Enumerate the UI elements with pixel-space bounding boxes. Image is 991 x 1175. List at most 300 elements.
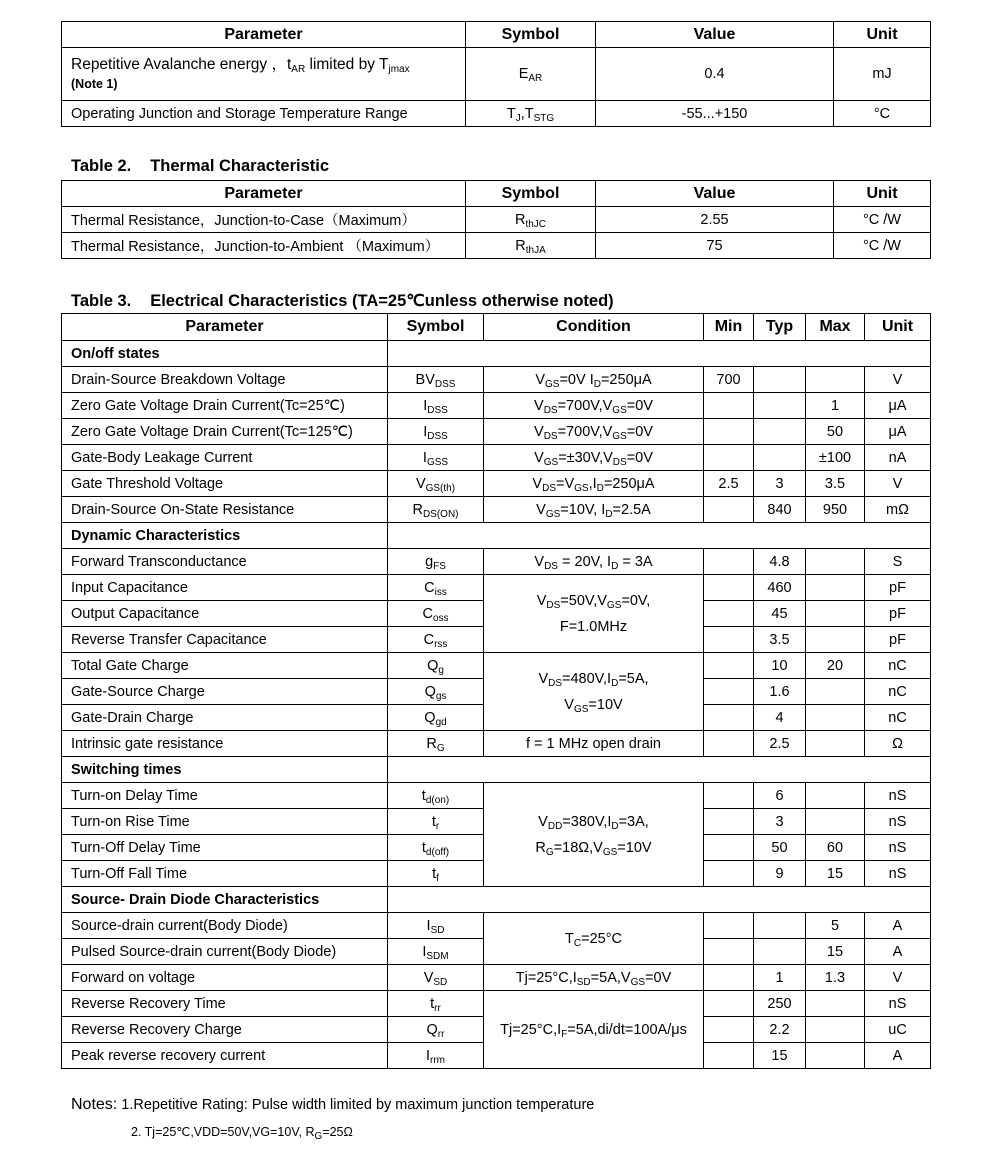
header-symbol: Symbol xyxy=(466,22,596,48)
condition-cell: $V_{GS}=0V$ $I_D=250\mu A$ xyxy=(484,367,704,393)
min-cell: 700 xyxy=(704,367,754,393)
param-cell: Reverse Recovery Time xyxy=(62,991,388,1017)
symbol-sub: r xyxy=(435,820,440,832)
max-cell xyxy=(806,783,865,809)
symbol-sub: DSS xyxy=(427,404,448,416)
max-cell: 950 xyxy=(806,497,865,523)
param-cell: Zero Gate Voltage Drain Current(Tc=125℃) xyxy=(62,419,388,445)
param-cell: Output Capacitance xyxy=(62,601,388,627)
param-cell: Reverse Recovery Charge xyxy=(62,1017,388,1043)
header-value: Value xyxy=(596,22,834,48)
unit-cell: mΩ xyxy=(865,497,931,523)
condition-cell: $V_{GS}=\pm 30V,V_{DS}=0V$ xyxy=(484,445,704,471)
symbol-text: t xyxy=(421,839,426,856)
condition-cell xyxy=(484,783,704,887)
electrical-table-body xyxy=(62,341,931,1069)
max-cell xyxy=(806,809,865,835)
condition-line: $V_{DS}=480V,I_D=5A$, xyxy=(538,670,649,689)
min-cell xyxy=(704,497,754,523)
symbol-sub: J xyxy=(515,112,521,124)
section-row xyxy=(62,341,931,367)
symbol-sub: thJA xyxy=(525,244,546,256)
symbol-cell xyxy=(388,835,484,861)
condition-line: $V_{GS}=10V$ xyxy=(564,696,623,715)
symbol-text: BV xyxy=(415,371,435,388)
param-sub: AR xyxy=(291,63,306,75)
symbol-cell xyxy=(466,233,596,259)
typ-cell: 6 xyxy=(754,783,806,809)
unit-cell: A xyxy=(865,939,931,965)
unit-cell: nA xyxy=(865,445,931,471)
min-cell: 2.5 xyxy=(704,471,754,497)
table-row xyxy=(62,101,931,127)
table-header-row xyxy=(62,22,931,48)
typ-cell xyxy=(754,419,806,445)
symbol-text: ,T xyxy=(520,105,534,122)
symbol-text: g xyxy=(425,553,434,570)
param-cell: Forward Transconductance xyxy=(62,549,388,575)
section-filler xyxy=(388,887,931,913)
unit-cell: Ω xyxy=(865,731,931,757)
typ-cell xyxy=(754,445,806,471)
symbol-text: I xyxy=(423,397,428,414)
symbol-cell xyxy=(388,679,484,705)
symbol-cell xyxy=(388,445,484,471)
max-cell: 1 xyxy=(806,393,865,419)
symbol-cell xyxy=(466,207,596,233)
symbol-text: Q xyxy=(426,1021,438,1038)
condition-cell: $V_{GS}=10V$, $I_D=2.5A$ xyxy=(484,497,704,523)
max-cell xyxy=(806,627,865,653)
min-cell xyxy=(704,991,754,1017)
min-cell xyxy=(704,393,754,419)
symbol-text: t xyxy=(430,995,435,1012)
min-cell xyxy=(704,705,754,731)
min-cell xyxy=(704,419,754,445)
typ-cell: 840 xyxy=(754,497,806,523)
table-row xyxy=(62,965,931,991)
table-row xyxy=(62,497,931,523)
symbol-sub: thJC xyxy=(525,218,547,230)
section-title: On/off states xyxy=(62,341,388,367)
max-cell: 15 xyxy=(806,939,865,965)
symbol-sub: g xyxy=(438,664,444,676)
condition-cell: f = 1 MHz open drain xyxy=(484,731,704,757)
condition-cell: $V_{DS}=700V,V_{GS}=0V$ xyxy=(484,393,704,419)
param-cell: Reverse Transfer Capacitance xyxy=(62,627,388,653)
value-cell: -55...+150 xyxy=(596,101,834,127)
section-title: Source- Drain Diode Characteristics xyxy=(62,887,388,913)
header-symbol: Symbol xyxy=(466,181,596,207)
symbol-text: I xyxy=(422,449,427,466)
unit-cell: nS xyxy=(865,835,931,861)
symbol-sub: GSS xyxy=(426,456,449,468)
section-row xyxy=(62,523,931,549)
notes-label: Notes: xyxy=(71,1096,118,1113)
note-reference: (Note 1) xyxy=(71,76,118,91)
header-max: Max xyxy=(806,314,865,341)
thermal-table xyxy=(61,180,931,259)
symbol-sub: GS(th) xyxy=(425,482,456,494)
symbol-text: E xyxy=(518,66,529,82)
symbol-sub: DSS xyxy=(427,430,448,442)
table-header-row xyxy=(62,181,931,207)
min-cell xyxy=(704,913,754,939)
max-cell: 60 xyxy=(806,835,865,861)
symbol-sub: AR xyxy=(528,73,543,84)
symbol-text: C xyxy=(422,605,433,622)
param-cell: Turn-on Rise Time xyxy=(62,809,388,835)
symbol-sub: SD xyxy=(430,924,445,936)
table-row xyxy=(62,783,931,809)
symbol-text: R xyxy=(426,735,437,752)
table-row xyxy=(62,913,931,939)
typ-cell: 460 xyxy=(754,575,806,601)
typ-cell: 4 xyxy=(754,705,806,731)
max-cell xyxy=(806,549,865,575)
min-cell xyxy=(704,653,754,679)
note-1: 1.Repetitive Rating: Pulse width limited by maximum junction temperature xyxy=(121,1097,595,1113)
symbol-cell xyxy=(388,809,484,835)
symbol-cell xyxy=(388,861,484,887)
symbol-sub: f xyxy=(436,872,439,884)
max-cell: ±100 xyxy=(806,445,865,471)
typ-cell: 1.6 xyxy=(754,679,806,705)
param-cell: Turn-on Delay Time xyxy=(62,783,388,809)
param-cell: Intrinsic gate resistance xyxy=(62,731,388,757)
symbol-sub: DS(ON) xyxy=(422,508,459,520)
max-cell: 50 xyxy=(806,419,865,445)
symbol-cell xyxy=(388,367,484,393)
symbol-cell xyxy=(466,48,596,101)
param-cell: Turn-Off Delay Time xyxy=(62,835,388,861)
min-cell xyxy=(704,835,754,861)
condition-cell xyxy=(484,991,704,1069)
table-row xyxy=(62,575,931,601)
section-filler xyxy=(388,341,931,367)
symbol-text: C xyxy=(424,579,435,596)
param-cell: Total Gate Charge xyxy=(62,653,388,679)
max-cell: 1.3 xyxy=(806,965,865,991)
symbol-text: V xyxy=(415,475,426,492)
table-row xyxy=(62,991,931,1017)
condition-cell: $V_{DS}=V_{GS},I_D=250\mu A$ xyxy=(484,471,704,497)
symbol-text: V xyxy=(423,969,434,986)
symbol-text: Q xyxy=(424,709,436,726)
param-cell: Operating Junction and Storage Temperature Range xyxy=(62,101,466,127)
unit-cell: °C xyxy=(834,101,931,127)
min-cell xyxy=(704,1017,754,1043)
section-filler xyxy=(388,523,931,549)
section-row xyxy=(62,757,931,783)
table-row xyxy=(62,731,931,757)
param-cell: Pulsed Source-drain current(Body Diode) xyxy=(62,939,388,965)
table-row xyxy=(62,233,931,259)
unit-cell: nC xyxy=(865,679,931,705)
symbol-text: T xyxy=(506,105,516,122)
symbol-cell xyxy=(388,705,484,731)
typ-cell: 250 xyxy=(754,991,806,1017)
symbol-cell xyxy=(388,913,484,939)
param-cell: Zero Gate Voltage Drain Current(Tc=25℃) xyxy=(62,393,388,419)
section-row xyxy=(62,887,931,913)
typ-cell: 15 xyxy=(754,1043,806,1069)
typ-cell: 1 xyxy=(754,965,806,991)
header-min: Min xyxy=(704,314,754,341)
notes-line-1 xyxy=(71,1096,594,1114)
unit-cell: V xyxy=(865,367,931,393)
symbol-cell xyxy=(388,627,484,653)
header-unit: Unit xyxy=(865,314,931,341)
table-header-row xyxy=(62,314,931,341)
symbol-sub: d(on) xyxy=(425,794,450,806)
param-text: Repetitive Avalanche energy ，t xyxy=(71,55,292,73)
max-cell xyxy=(806,679,865,705)
table-title: Thermal Characteristic xyxy=(150,157,330,175)
max-cell: 3.5 xyxy=(806,471,865,497)
electrical-table xyxy=(61,313,931,1069)
symbol-text: I xyxy=(423,423,428,440)
unit-cell: A xyxy=(865,1043,931,1069)
unit-cell: μA xyxy=(865,393,931,419)
condition-line: $V_{DD}=380V,I_D=3A$, xyxy=(538,813,649,832)
symbol-sub: FS xyxy=(433,560,446,572)
min-cell xyxy=(704,809,754,835)
condition-cell xyxy=(484,653,704,731)
symbol-text: Q xyxy=(424,683,436,700)
section-title: Dynamic Characteristics xyxy=(62,523,388,549)
unit-cell: °C /W xyxy=(834,233,931,259)
symbol-cell xyxy=(388,991,484,1017)
symbol-text: R xyxy=(515,237,526,254)
header-parameter: Parameter xyxy=(62,181,466,207)
value-cell: 75 xyxy=(596,233,834,259)
param-cell: Thermal Resistance，Junction-to-Case（Maximum） xyxy=(62,207,466,233)
unit-cell: nS xyxy=(865,861,931,887)
param-cell: Gate Threshold Voltage xyxy=(62,471,388,497)
header-symbol: Symbol xyxy=(388,314,484,341)
max-cell xyxy=(806,731,865,757)
symbol-sub: rrm xyxy=(430,1054,446,1066)
symbol-cell xyxy=(388,783,484,809)
max-cell xyxy=(806,705,865,731)
table-row xyxy=(62,393,931,419)
value-cell: 0.4 xyxy=(596,48,834,101)
min-cell xyxy=(704,939,754,965)
max-cell: 5 xyxy=(806,913,865,939)
max-cell: 20 xyxy=(806,653,865,679)
symbol-sub: rr xyxy=(437,1028,445,1040)
max-cell xyxy=(806,367,865,393)
typ-cell: 3 xyxy=(754,809,806,835)
typ-cell xyxy=(754,913,806,939)
note-2: 2. Tj=25℃,VDD=50V,VG=10V, $R_G=25\Omega$ xyxy=(131,1125,353,1142)
condition-line: $R_G=18\Omega,V_{GS}=10V$ xyxy=(535,839,652,858)
unit-cell: pF xyxy=(865,627,931,653)
symbol-sub: gs xyxy=(435,690,447,702)
symbol-text: I xyxy=(422,943,427,960)
max-cell xyxy=(806,601,865,627)
symbol-sub: SD xyxy=(433,976,448,988)
param-text: limited by T xyxy=(305,55,389,73)
symbol-cell xyxy=(388,419,484,445)
symbol-cell xyxy=(388,471,484,497)
symbol-sub: rr xyxy=(434,1002,441,1014)
symbol-cell xyxy=(388,939,484,965)
unit-cell: μA xyxy=(865,419,931,445)
symbol-sub: rss xyxy=(434,638,448,650)
unit-cell: pF xyxy=(865,575,931,601)
symbol-cell xyxy=(388,549,484,575)
symbol-text: C xyxy=(423,631,435,648)
min-cell xyxy=(704,783,754,809)
table-number: Table 2. xyxy=(71,157,132,175)
condition-line: F=1.0MHz xyxy=(559,618,628,635)
param-cell: Forward on voltage xyxy=(62,965,388,991)
max-cell: 15 xyxy=(806,861,865,887)
param-cell: Input Capacitance xyxy=(62,575,388,601)
param-cell: Peak reverse recovery current xyxy=(62,1043,388,1069)
table-row xyxy=(62,653,931,679)
param-cell: Drain-Source On-State Resistance xyxy=(62,497,388,523)
symbol-sub: iss xyxy=(434,586,447,598)
header-typ: Typ xyxy=(754,314,806,341)
min-cell xyxy=(704,679,754,705)
header-unit: Unit xyxy=(834,22,931,48)
unit-cell: nC xyxy=(865,653,931,679)
typ-cell xyxy=(754,393,806,419)
symbol-cell xyxy=(388,1017,484,1043)
value-cell: 2.55 xyxy=(596,207,834,233)
min-cell xyxy=(704,549,754,575)
param-cell: Turn-Off Fall Time xyxy=(62,861,388,887)
min-cell xyxy=(704,575,754,601)
symbol-text: I xyxy=(426,917,431,934)
unit-cell: nC xyxy=(865,705,931,731)
table-row xyxy=(62,367,931,393)
typ-cell: 3.5 xyxy=(754,627,806,653)
unit-cell: V xyxy=(865,471,931,497)
header-parameter: Parameter xyxy=(62,22,466,48)
symbol-sub: d(off) xyxy=(425,846,450,858)
symbol-cell xyxy=(388,575,484,601)
condition-line: $Tj=25^\circ C,I_F=5A,di/dt=100A/\mu s$ xyxy=(500,1021,687,1040)
unit-cell: uC xyxy=(865,1017,931,1043)
avalanche-param xyxy=(62,48,466,101)
typ-cell: 2.5 xyxy=(754,731,806,757)
header-parameter: Parameter xyxy=(62,314,388,341)
min-cell xyxy=(704,1043,754,1069)
symbol-text: R xyxy=(412,501,423,518)
section-title: Switching times xyxy=(62,757,388,783)
unit-cell: A xyxy=(865,913,931,939)
min-cell xyxy=(704,445,754,471)
symbol-text: t xyxy=(421,787,426,804)
symbol-text: R xyxy=(514,211,526,228)
max-cell xyxy=(806,575,865,601)
table-row xyxy=(62,419,931,445)
min-cell xyxy=(704,861,754,887)
condition-line: $V_{DS}=50V,V_{GS}=0V$, xyxy=(536,592,651,611)
typ-cell: 10 xyxy=(754,653,806,679)
typ-cell: 3 xyxy=(754,471,806,497)
symbol-cell xyxy=(388,393,484,419)
table-row xyxy=(62,471,931,497)
typ-cell: 45 xyxy=(754,601,806,627)
table-row xyxy=(62,549,931,575)
min-cell xyxy=(704,731,754,757)
symbol-sub: DSS xyxy=(434,378,456,390)
symbol-cell xyxy=(388,731,484,757)
symbol-text: Q xyxy=(427,657,439,674)
typ-cell xyxy=(754,939,806,965)
table3-caption xyxy=(71,291,614,311)
absolute-ratings-table xyxy=(61,21,931,127)
param-cell: Gate-Source Charge xyxy=(62,679,388,705)
typ-cell: 2.2 xyxy=(754,1017,806,1043)
min-cell xyxy=(704,965,754,991)
condition-line: $T_C=25^\circ C$ xyxy=(565,930,622,949)
param-sub: jmax xyxy=(388,63,410,75)
symbol-cell xyxy=(388,601,484,627)
typ-cell: 9 xyxy=(754,861,806,887)
table-row xyxy=(62,207,931,233)
condition-cell: $V_{DS} = 20V$, $I_D = 3A$ xyxy=(484,549,704,575)
param-cell: Thermal Resistance，Junction-to-Ambient （Maximum） xyxy=(62,233,466,259)
param-cell: Source-drain current(Body Diode) xyxy=(62,913,388,939)
condition-cell: $V_{DS}=700V,V_{GS}=0V$ xyxy=(484,419,704,445)
param-cell: Drain-Source Breakdown Voltage xyxy=(62,367,388,393)
header-condition: Condition xyxy=(484,314,704,341)
param-cell: Gate-Body Leakage Current xyxy=(62,445,388,471)
typ-cell: 50 xyxy=(754,835,806,861)
max-cell xyxy=(806,1043,865,1069)
min-cell xyxy=(704,627,754,653)
unit-cell: V xyxy=(865,965,931,991)
typ-cell: 4.8 xyxy=(754,549,806,575)
symbol-sub: STG xyxy=(533,112,555,124)
symbol-text: t xyxy=(431,813,436,830)
condition-cell xyxy=(484,913,704,965)
typ-cell xyxy=(754,367,806,393)
unit-cell: nS xyxy=(865,991,931,1017)
table-number: Table 3. xyxy=(71,292,132,310)
table-row xyxy=(62,48,931,101)
unit-cell: pF xyxy=(865,601,931,627)
unit-cell: nS xyxy=(865,809,931,835)
symbol-cell xyxy=(388,965,484,991)
unit-cell: nS xyxy=(865,783,931,809)
unit-cell: S xyxy=(865,549,931,575)
header-unit: Unit xyxy=(834,181,931,207)
param-cell: Gate-Drain Charge xyxy=(62,705,388,731)
header-value: Value xyxy=(596,181,834,207)
symbol-sub: G xyxy=(436,742,445,754)
symbol-cell xyxy=(388,497,484,523)
condition-cell xyxy=(484,575,704,653)
symbol-sub: SDM xyxy=(426,950,449,962)
symbol-cell xyxy=(388,1043,484,1069)
table-row xyxy=(62,445,931,471)
min-cell xyxy=(704,601,754,627)
unit-cell: mJ xyxy=(834,48,931,101)
unit-cell: °C /W xyxy=(834,207,931,233)
section-filler xyxy=(388,757,931,783)
max-cell xyxy=(806,1017,865,1043)
table-title: Electrical Characteristics (TA=25℃unless otherwise noted) xyxy=(150,292,614,310)
symbol-cell xyxy=(388,653,484,679)
symbol-sub: oss xyxy=(432,612,449,624)
